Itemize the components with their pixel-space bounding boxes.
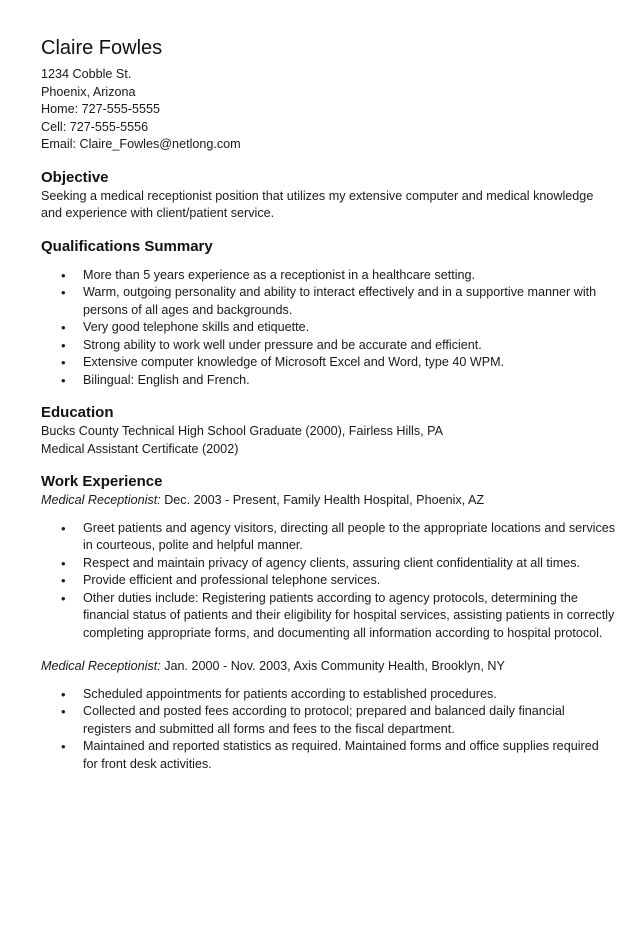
job-line: [41, 492, 616, 510]
work-heading: Work Experience: [41, 473, 163, 490]
job-duties-list: [41, 686, 616, 774]
cell-phone: Cell: 727-555-5556: [41, 119, 149, 134]
list-item: • Provide efficient and professional telephone services.: [41, 572, 616, 590]
list-item: • More than 5 years experience as a receptionist in a healthcare setting.: [41, 267, 616, 285]
education-line: Medical Assistant Certificate (2002): [41, 441, 239, 456]
list-item: • Strong ability to work well under pressure and be accurate and efficient.: [41, 337, 616, 355]
list-item: • Maintained and reported statistics as required. Maintained forms and office supplies required for front desk activities.: [41, 738, 616, 773]
job-details: Jan. 2000 - Nov. 2003, Axis Community Health, Brooklyn, NY: [160, 659, 505, 673]
list-item: • Other duties include: Registering patients according to agency protocols, determining the financial status of patients and their eligibility for hospital services, assisting patients in correctly completing appropriate forms, and documenting all information according to hospital protocol.: [41, 590, 616, 643]
list-item: • Respect and maintain privacy of agency clients, assuring client confidentiality at all times.: [41, 555, 616, 573]
job-duties-list: [41, 520, 616, 643]
list-item: • Bilingual: English and French.: [41, 372, 616, 390]
education-line: Bucks County Technical High School Graduate (2000), Fairless Hills, PA: [41, 424, 444, 438]
objective-heading: Objective: [41, 168, 109, 186]
job-line: [41, 658, 616, 676]
job-details: Dec. 2003 - Present, Family Health Hospital, Phoenix, AZ: [160, 493, 485, 507]
email: Email: Claire_Fowles@netlong.com: [41, 137, 241, 151]
objective-section: [41, 168, 616, 223]
address-line-1: 1234 Cobble St.: [41, 67, 132, 81]
list-item: • Collected and posted fees according to protocol; prepared and balanced daily financial registers and submitted all forms and fees to the fiscal department.: [41, 703, 616, 738]
objective-text: Seeking a medical receptionist position that utilizes my extensive computer and medical knowledge and experience with client/patient service.: [41, 188, 594, 220]
education-heading: Education: [41, 404, 114, 421]
list-item: • Scheduled appointments for patients according to established procedures.: [41, 686, 616, 704]
work-section: [41, 472, 616, 773]
education-section: [41, 403, 616, 458]
list-item: • Greet patients and agency visitors, directing all people to the appropriate locations and services in courteous, polite and helpful manner.: [41, 520, 616, 555]
applicant-name: Claire Fowles: [41, 37, 163, 59]
list-item: • Warm, outgoing personality and ability to interact effectively and in a supportive manner with persons of all ages and backgrounds.: [41, 284, 616, 319]
job-title: Medical Receptionist:: [41, 659, 161, 673]
job-title: Medical Receptionist:: [41, 493, 161, 507]
home-phone: Home: 727-555-5555: [41, 102, 161, 116]
qualifications-heading: Qualifications Summary: [41, 237, 213, 255]
address-line-2: Phoenix, Arizona: [41, 84, 136, 99]
list-item: • Extensive computer knowledge of Microsoft Excel and Word, type 40 WPM.: [41, 354, 616, 372]
contact-block: [41, 66, 616, 154]
qualifications-list: [41, 267, 616, 390]
list-item: • Very good telephone skills and etiquette.: [41, 319, 616, 337]
qualifications-section: [41, 237, 616, 390]
